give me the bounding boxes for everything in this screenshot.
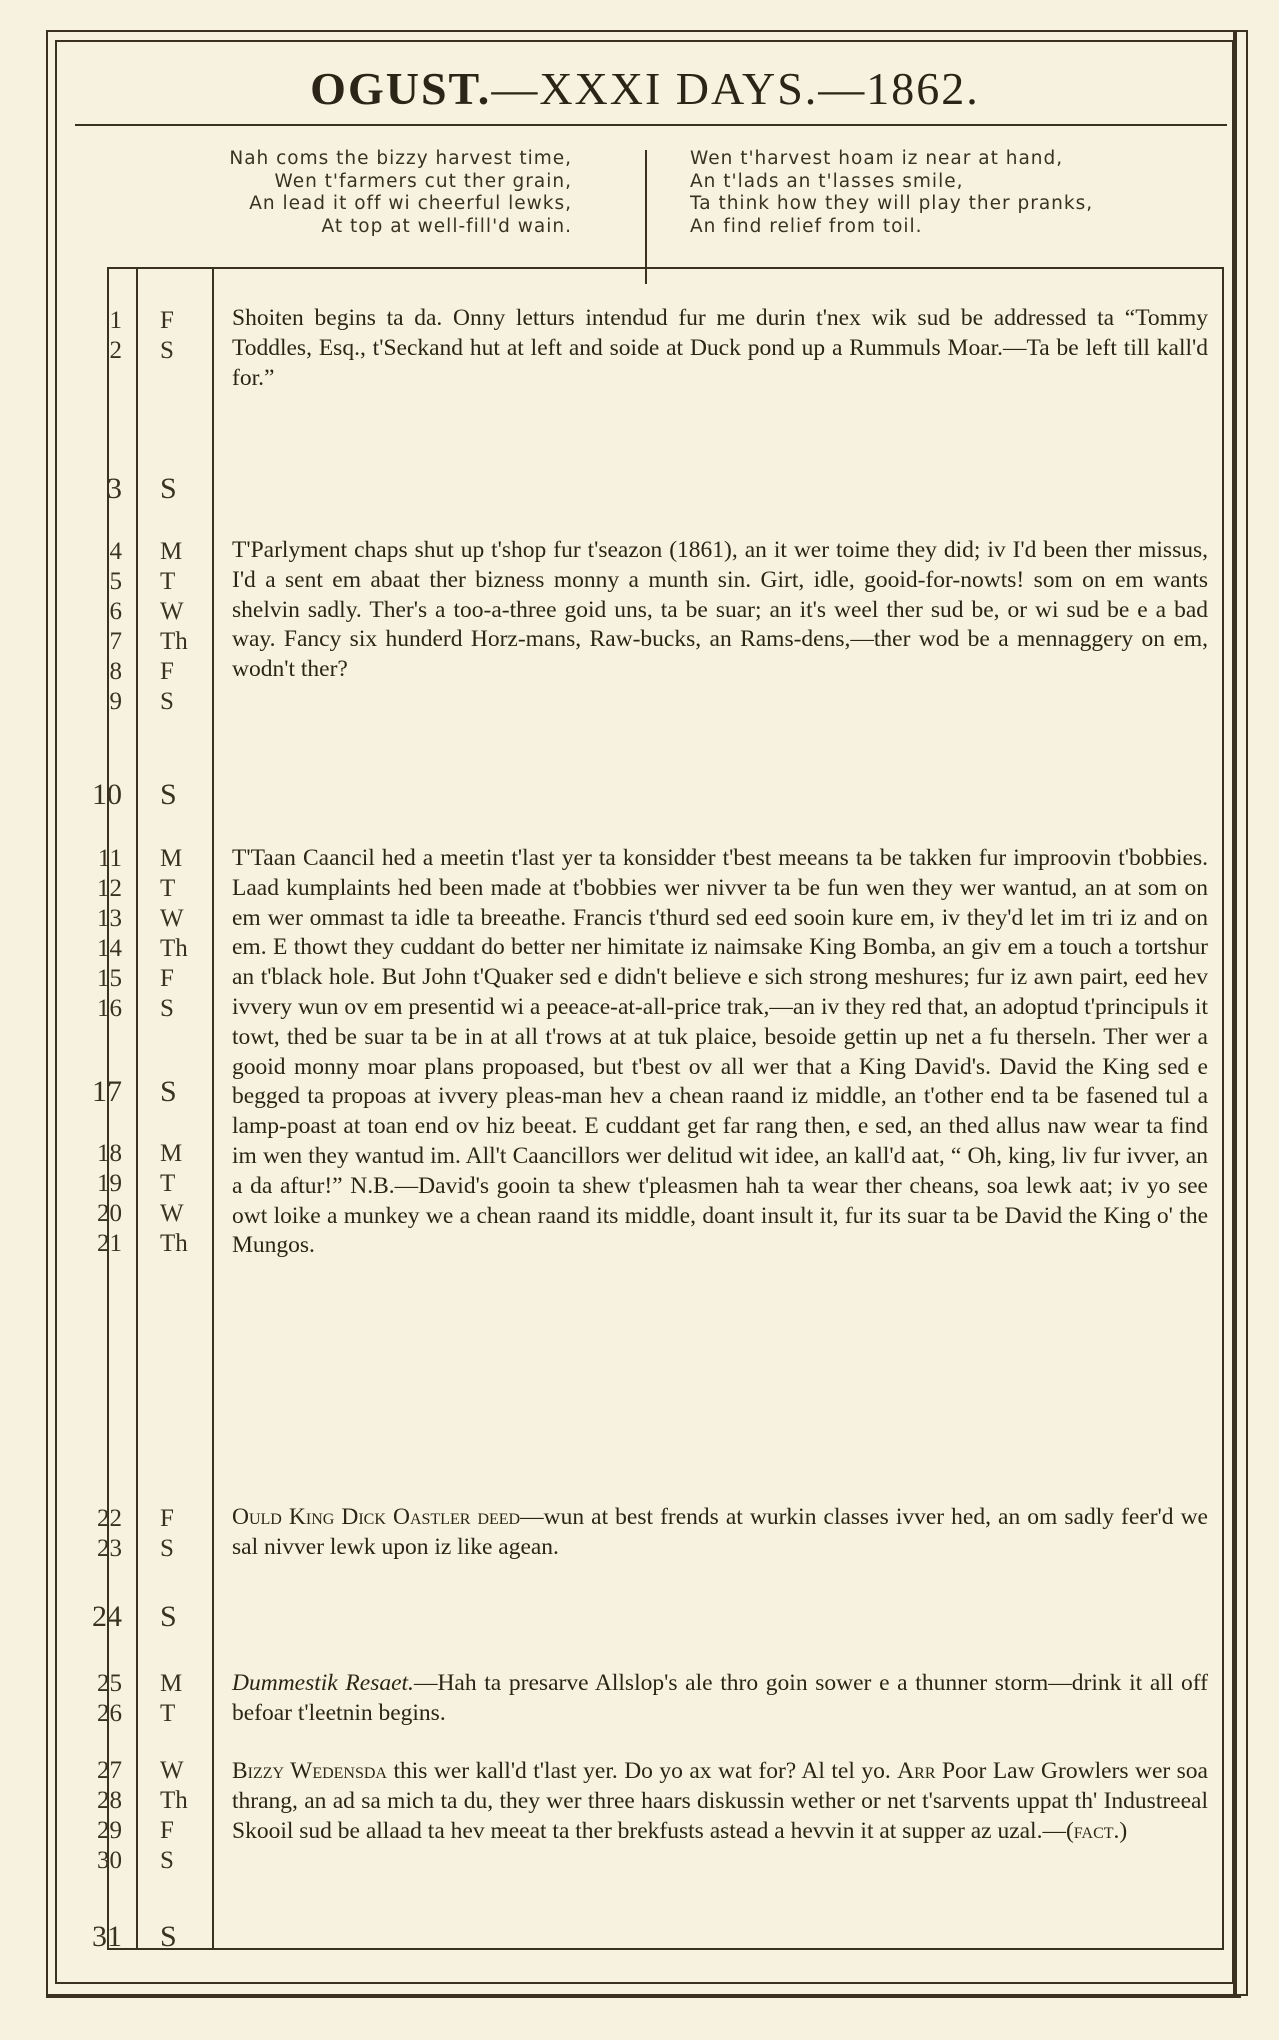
day-number: 13: [97, 905, 122, 932]
day-row: [70, 1230, 240, 1260]
entry-aug-22: [232, 1503, 1208, 1563]
day-of-week: Th: [160, 1787, 188, 1814]
day-row: [70, 688, 240, 718]
day-of-week: S: [160, 1847, 174, 1874]
day-of-week: S: [160, 778, 177, 811]
entry-aug-25: [232, 1669, 1208, 1729]
entry-text: —Hah ta presarve Allslop's ale thro goin sower e a thunner storm—drink it all off befoar t'leetnin begins.: [232, 1670, 1208, 1726]
day-of-week: W: [160, 598, 184, 625]
day-of-week: S: [160, 1075, 177, 1108]
verse-right: [690, 148, 1093, 238]
day-number: 2: [109, 337, 122, 364]
entry-text: —wun at best frends at wurkin classes ivver hed, an om sadly feer'd we sal nivver lewk upon iz like agean.: [232, 1504, 1208, 1560]
day-row: [70, 845, 240, 875]
verse-line: An t'lads an t'lasses smile,: [690, 170, 964, 192]
bottom-rule: [46, 1995, 1241, 1998]
day-row: [70, 1920, 240, 1953]
entry-text: Poor Law Growlers wer soa thrang, an ad sa mich ta du, they wer three haars diskussin wether or net t'sarvents uppat th' Industreeal Skooil sud be allaad ta hev meeat ta ther brekfusts astead a hevvin it at supper az uzal.—(: [232, 1758, 1208, 1844]
day-number: 29: [97, 1817, 122, 1844]
verse-line: An find relief from toil.: [690, 215, 923, 237]
day-number: 11: [97, 845, 122, 872]
day-of-week: S: [160, 1535, 174, 1562]
day-row: [70, 337, 240, 367]
day-of-week: T: [160, 1700, 176, 1727]
day-row: [70, 1535, 240, 1565]
day-of-week: F: [160, 658, 174, 685]
entry-lead: Bizzy Wedensda: [232, 1758, 387, 1784]
day-row: [70, 598, 240, 628]
day-number: 8: [109, 658, 122, 685]
day-row: [70, 778, 240, 811]
day-of-week: S: [160, 995, 174, 1022]
day-of-week: Th: [160, 935, 188, 962]
day-number: 17: [92, 1075, 122, 1108]
day-row: [70, 1505, 240, 1535]
day-number: 25: [97, 1670, 122, 1697]
entry-text: ): [1119, 1817, 1128, 1844]
day-row: [70, 875, 240, 905]
day-of-week: M: [160, 538, 183, 565]
entry-fact: fact.: [1073, 1817, 1120, 1844]
day-of-week: S: [160, 337, 174, 364]
day-number: 6: [109, 598, 122, 625]
day-number: 14: [97, 935, 122, 962]
day-of-week: W: [160, 1200, 184, 1227]
day-number: 30: [97, 1847, 122, 1874]
day-row: [70, 1787, 240, 1817]
entry-aug-1: Shoiten begins ta da. Onny letturs intendud fur me durin t'nex wik sud be addressed ta “Tommy Toddles, Esq., t'Seckand hut at left and soide at Duck pond up a Rummuls Moar.—Ta be left till kall'd for.”: [232, 305, 1208, 391]
day-of-week: T: [160, 1170, 176, 1197]
verse-line: At top at well-fill'd wain.: [321, 215, 572, 237]
title-rule: [75, 124, 1227, 126]
day-of-week: S: [160, 1600, 177, 1633]
day-number: 1: [109, 307, 122, 334]
day-row: [70, 1170, 240, 1200]
entry-lead: Dummestik Resaet.: [232, 1670, 414, 1696]
day-number: 21: [97, 1230, 122, 1257]
entry-aug-11: T'Taan Caancil hed a meetin t'last yer ta konsidder t'best meeans ta be takken fur improovin t'bobbies. Laad kumplaints hed been made at t'bobbies wer nivver ta be fun wen they wer wantud, an at som on em wer ommast ta idle ta breeathe. Francis t'thurd sed eed sooin kure em, iv they'd let im tri iz and on em. E thowt they cuddant do better ner himitate iz naimsake King Bomba, an giv em a touch a tortshur an t'black hole. But John t'Quaker sed e didn't believe e sich strong meshures; fur iz awn pairt, eed hev ivvery wun ov em presentid wi a peeace-at-all-price trak,—an iv they red that, an adoptud t'principuls it towt, thed be suar ta be in at all t'rows at at tuk plaice, besoide gettin up net a fu therseln. Ther wer a gooid monny moar plans propoased, but t'best ov all wer that a King David's. David the King sed e begged ta propoas at ivvery pleas-man hev a chean raand iz middle, an t'other end ta be fasened tul a lamp-poast at toan end ov hiz beeat. E cuddant get far rang then, e sed, an thed allus naw wear ta find im wen they wantud im. All't Caancillors wer delitud wit idee, an kall'd aat, “ Oh, king, liv fur ivver, an a da aftur!” N.B.—David's gooin ta shew t'pleasmen hah ta wear ther cheans, soa lewk aat; iv yo see owt loike a munkey we a chean raand its middle, doant insult it, fur its suar ta be David the King o' the Mungos.: [232, 845, 1208, 1259]
day-of-week: S: [160, 1920, 177, 1953]
day-of-week: Th: [160, 628, 188, 655]
day-number: 15: [97, 965, 122, 992]
day-row: [70, 995, 240, 1025]
day-row: [70, 1757, 240, 1787]
day-of-week: T: [160, 568, 176, 595]
day-number: 20: [97, 1200, 122, 1227]
entry-text: this wer kall'd t'last yer. Do yo ax wat for? Al tel yo.: [387, 1758, 898, 1784]
day-of-week: F: [160, 307, 174, 334]
day-of-week: S: [160, 472, 177, 505]
day-number: 23: [97, 1535, 122, 1562]
day-row: [70, 1600, 240, 1633]
day-number: 9: [109, 688, 122, 715]
entry-aug-27: [232, 1757, 1208, 1846]
day-of-week: M: [160, 1140, 183, 1167]
day-of-week: F: [160, 1505, 174, 1532]
day-of-week: W: [160, 1757, 184, 1784]
day-row: [70, 1670, 240, 1700]
verse-line: Nah coms the bizzy harvest time,: [229, 148, 572, 169]
day-of-week: M: [160, 845, 183, 872]
day-row: [70, 965, 240, 995]
verse-line: Wen t'harvest hoam iz near at hand,: [690, 148, 1064, 169]
day-number: 18: [97, 1140, 122, 1167]
day-number: 31: [92, 1920, 122, 1953]
day-row: [70, 905, 240, 935]
page-title: [55, 62, 1235, 115]
day-of-week: W: [160, 905, 184, 932]
day-row: [70, 1140, 240, 1170]
day-number: 10: [92, 778, 122, 811]
day-number: 12: [97, 875, 122, 902]
day-number: 19: [97, 1170, 122, 1197]
entry-lead: Ould King Dick Oastler deed: [232, 1504, 521, 1530]
day-of-week: F: [160, 1817, 174, 1844]
day-number: 7: [109, 628, 122, 655]
day-number: 27: [97, 1757, 122, 1784]
entry-aug-4: T'Parlyment chaps shut up t'shop fur t'seazon (1861), an it wer toime they did; iv I'd been ther missus, I'd a sent em abaat ther bizness monny a munth sin. Girt, idle, gooid-for-nowts! som on em wants shelvin sadly. Ther's a too-a-three goid uns, ta be suar; an it's weel ther sud be, or wi sud be e a bad way. Fancy six hunderd Horz-mans, Raw-bucks, an Rams-dens,—ther wod be a mennaggery on em, wodn't ther?: [232, 537, 1208, 683]
verse-line: Wen t'farmers cut ther grain,: [274, 170, 572, 192]
verse-line: Ta think how they will play ther pranks,: [690, 193, 1094, 214]
day-of-week: T: [160, 875, 176, 902]
day-row: [70, 1075, 240, 1108]
calendar-right-rule: [1222, 267, 1224, 1950]
day-row: [70, 307, 240, 337]
day-number: 24: [92, 1600, 122, 1633]
day-of-week: S: [160, 688, 174, 715]
day-row: [70, 1847, 240, 1877]
title-days: —XXXI DAYS.—1862.: [491, 63, 980, 114]
calendar-bottom-rule: [107, 1948, 1224, 1950]
day-number: 26: [97, 1700, 122, 1727]
day-number: 16: [97, 995, 122, 1022]
entry-text-smallcaps: Arr: [897, 1758, 936, 1784]
day-row: [70, 935, 240, 965]
day-of-week: F: [160, 965, 174, 992]
verse-line: An lead it off wi cheerful lewks,: [249, 193, 572, 214]
day-row: [70, 1817, 240, 1847]
day-number: 3: [107, 472, 122, 505]
verse-left: [229, 148, 572, 238]
day-row: [70, 1700, 240, 1730]
day-number: 22: [97, 1505, 122, 1532]
day-number: 28: [97, 1787, 122, 1814]
title-month: OGUST.: [310, 63, 492, 114]
verse-divider: [645, 150, 647, 284]
day-of-week: Th: [160, 1230, 188, 1257]
calendar-top-rule: [107, 267, 1224, 269]
day-number: 4: [109, 538, 122, 565]
day-row: [70, 658, 240, 688]
day-row: [70, 538, 240, 568]
page-border-shadow: [1233, 30, 1237, 1995]
day-row: [70, 1200, 240, 1230]
day-row: [70, 472, 240, 505]
day-row: [70, 568, 240, 598]
day-of-week: M: [160, 1670, 183, 1697]
day-number: 5: [109, 568, 122, 595]
day-row: [70, 628, 240, 658]
